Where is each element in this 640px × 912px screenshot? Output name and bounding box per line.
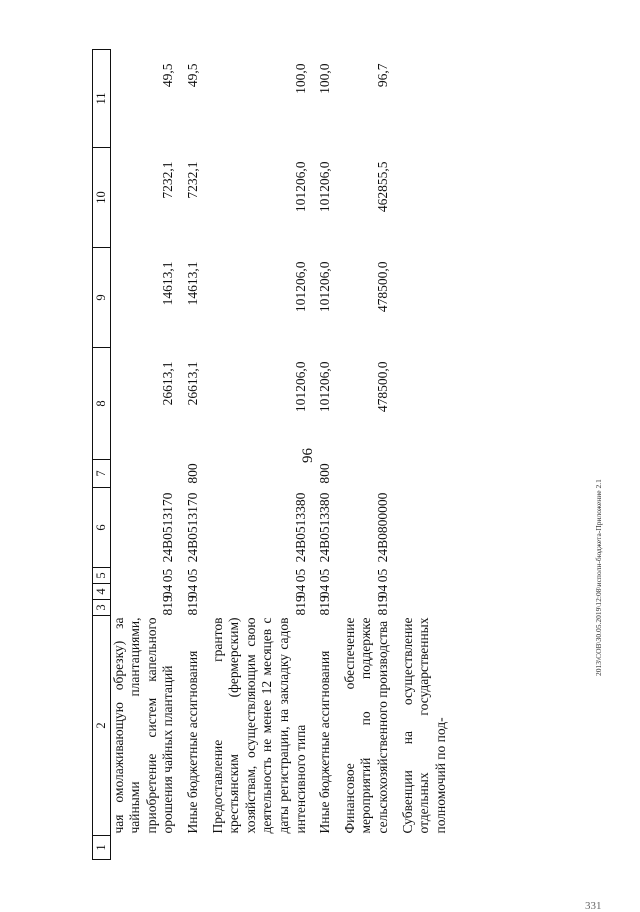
table-row: [311, 50, 336, 860]
row-code-ministry: 819: [292, 595, 308, 616]
row-name: Иные бюджетные ассигнования: [317, 650, 333, 834]
page-number: 96: [300, 448, 316, 463]
row-name: Иные бюджетные ассигнования: [184, 650, 200, 834]
row-value-8: 101206,0: [292, 361, 308, 413]
row-value-8: 478500,0: [374, 361, 390, 413]
row-value-10: 101206,0: [317, 161, 333, 213]
footer-file-code: 2013\СОВ\30.05.2019\12:08\исполн-бюджета-Приложение 2.1: [594, 479, 603, 676]
header-cell: 3: [93, 600, 111, 616]
row-code-ministry: 819: [184, 595, 200, 616]
header-cell: 10: [93, 148, 111, 248]
row-value-9: 478500,0: [374, 261, 390, 313]
table-row: [394, 50, 452, 860]
row-code-subsection: 05: [374, 568, 390, 583]
bottom-page-number: 331: [585, 900, 602, 912]
row-code-ministry: 819: [317, 595, 333, 616]
row-code-type: [110, 460, 179, 488]
table-row: [179, 50, 204, 860]
row-name: Финансовое обеспечение мероприятий по поддержке сельскохозяйственного производства: [341, 617, 390, 834]
header-cell: 4: [93, 584, 111, 600]
row-value-8: 26613,1: [184, 361, 200, 406]
row-code-type: [394, 460, 452, 488]
row-value-10: 101206,0: [292, 161, 308, 213]
row-code-target: [394, 488, 452, 568]
row-code-ministry: 819: [160, 595, 176, 616]
row-code-type: 800: [184, 463, 200, 484]
row-code-subsection: 05: [184, 568, 200, 583]
row-value-9: 101206,0: [317, 261, 333, 313]
row-code-section: 04: [374, 584, 390, 599]
row-code-section: 04: [292, 584, 308, 599]
row-code-section: 04: [160, 584, 176, 599]
row-code-section: 04: [184, 584, 200, 599]
row-value-9: [394, 248, 452, 348]
row-value-8: [394, 348, 452, 460]
row-code-type: [204, 460, 312, 488]
row-value-9: 14613,1: [160, 261, 176, 306]
row-code-target: 24В0800000: [374, 492, 390, 563]
row-code-subsection: [394, 568, 452, 584]
row-code-type: [336, 460, 394, 488]
row-code-ministry: 819: [374, 595, 390, 616]
row-value-10: 462855,5: [374, 161, 390, 213]
row-value-11: 100,0: [292, 63, 308, 94]
table-row: [110, 50, 179, 860]
header-cell: 8: [93, 348, 111, 460]
header-row: [93, 50, 111, 860]
header-cell: 9: [93, 248, 111, 348]
header-cell: 7: [93, 460, 111, 488]
row-code-target: 24В0513170: [184, 492, 200, 563]
budget-table: [92, 49, 451, 860]
row-code-subsection: 05: [317, 568, 333, 583]
row-value-8: 101206,0: [317, 361, 333, 413]
row-code-subsection: 05: [292, 568, 308, 583]
row-value-11: 49,5: [160, 63, 176, 88]
header-cell: 2: [93, 616, 111, 836]
row-code-section: [394, 584, 452, 600]
header-cell: 11: [93, 50, 111, 148]
row-code-section: 04: [317, 584, 333, 599]
header-cell: 5: [93, 568, 111, 584]
table-row: [204, 50, 312, 860]
row-code-target: 24В0513170: [160, 492, 176, 563]
row-code-target: 24В0513380: [292, 492, 308, 563]
row-value-9: 14613,1: [184, 261, 200, 306]
row-name: Предоставление грантов крестьянским (фермерским) хозяйствам, осуществляющим свою деятельность не менее 12 месяцев с даты регистрации, на закладку садов интенсивного типа: [209, 617, 308, 834]
budget-table-rotated: [92, 50, 572, 860]
row-value-9: 101206,0: [292, 261, 308, 313]
row-name: чая омолаживающую обрезку) за чайными плантациями, приобретение систем капельного орошения чайных плантаций: [110, 617, 176, 834]
row-value-8: 26613,1: [160, 361, 176, 406]
header-cell: 6: [93, 488, 111, 568]
row-value-11: 96,7: [374, 63, 390, 88]
row-value-11: [394, 50, 452, 148]
row-value-10: 7232,1: [160, 161, 176, 199]
header-cell: 1: [93, 836, 111, 860]
row-code-target: 24В0513380: [317, 492, 333, 563]
row-value-11: 100,0: [317, 63, 333, 94]
row-value-10: 7232,1: [184, 161, 200, 199]
row-name: Субвенции на осуществление отдельных государственных полномочий по под-: [399, 617, 448, 834]
row-code-ministry: [394, 600, 452, 616]
row-code-type: 800: [317, 463, 333, 484]
row-code-subsection: 05: [160, 568, 176, 583]
row-value-11: 49,5: [184, 63, 200, 88]
row-value-10: [394, 148, 452, 248]
table-row: [336, 50, 394, 860]
